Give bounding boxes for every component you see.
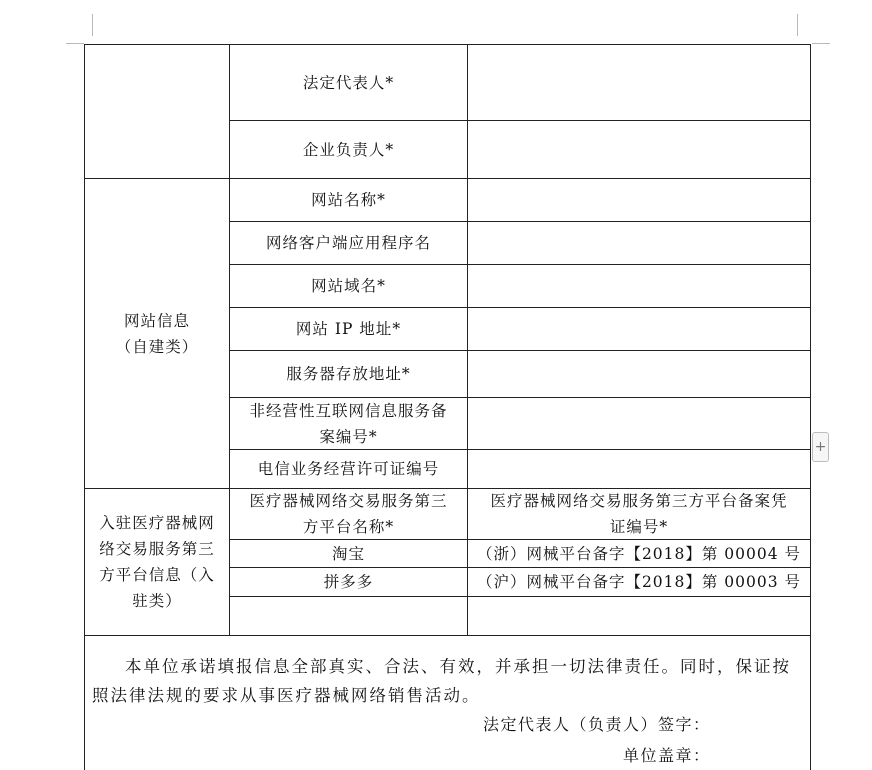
crop-mark-right-v [797,14,798,36]
platform-name-header: 医疗器械网络交易服务第三 方平台名称* [249,492,448,536]
crop-mark-left-h [66,43,84,44]
telecom-license-label: 电信业务经营许可证编号 [257,460,440,478]
website-name-label: 网站名称* [311,191,386,209]
platform-record-header: 医疗器械网络交易服务第三方平台备案凭 证编号* [490,492,788,536]
client-app-name-value[interactable] [468,222,810,264]
platform-record-cell[interactable]: （沪）网械平台备字【2018】第 00003 号 [476,573,802,591]
ip-address-value[interactable] [468,308,810,350]
pledge-text: 本单位承诺填报信息全部真实、合法、有效，并承担一切法律责任。同时，保证按照法律法规的要求从事医疗器械网络销售活动。 [92,657,791,705]
icp-record-label: 非经营性互联网信息服务备 案编号* [249,401,448,446]
domain-value[interactable] [468,265,810,307]
signature-label: 法定代表人（负责人）签字： [483,715,711,734]
legal-rep-label: 法定代表人* [302,73,395,92]
server-location-label: 服务器存放地址* [286,365,411,383]
enterprise-head-label: 企业负责人* [302,140,395,159]
website-group-label: 网站信息 （自建类） [115,311,199,356]
domain-label: 网站域名* [311,277,386,295]
table-border-right [810,44,811,770]
website-name-value[interactable] [468,179,810,221]
plus-icon: + [814,439,827,455]
server-location-value[interactable] [468,351,810,397]
enterprise-head-value[interactable] [468,121,810,178]
platform-name-cell[interactable] [230,597,467,635]
crop-mark-left-v [92,14,93,36]
row-line [84,635,811,636]
platform-group-label: 入驻医疗器械网 络交易服务第三 方平台信息（入 驻类） [99,514,215,610]
add-row-button[interactable] [812,432,829,462]
legal-rep-value[interactable] [468,45,810,120]
platform-name-cell[interactable]: 拼多多 [323,573,374,591]
seal-label: 单位盖章： [623,746,711,765]
icp-record-value[interactable] [468,398,810,449]
platform-record-cell[interactable]: （浙）网械平台备字【2018】第 00004 号 [476,544,802,563]
telecom-license-value[interactable] [468,450,810,488]
client-app-name-label: 网络客户端应用程序名 [265,234,431,252]
ip-address-label: 网站 IP 地址* [295,320,402,338]
platform-record-cell[interactable] [468,597,810,635]
platform-name-cell[interactable]: 淘宝 [331,544,365,563]
crop-mark-right-h [812,43,830,44]
